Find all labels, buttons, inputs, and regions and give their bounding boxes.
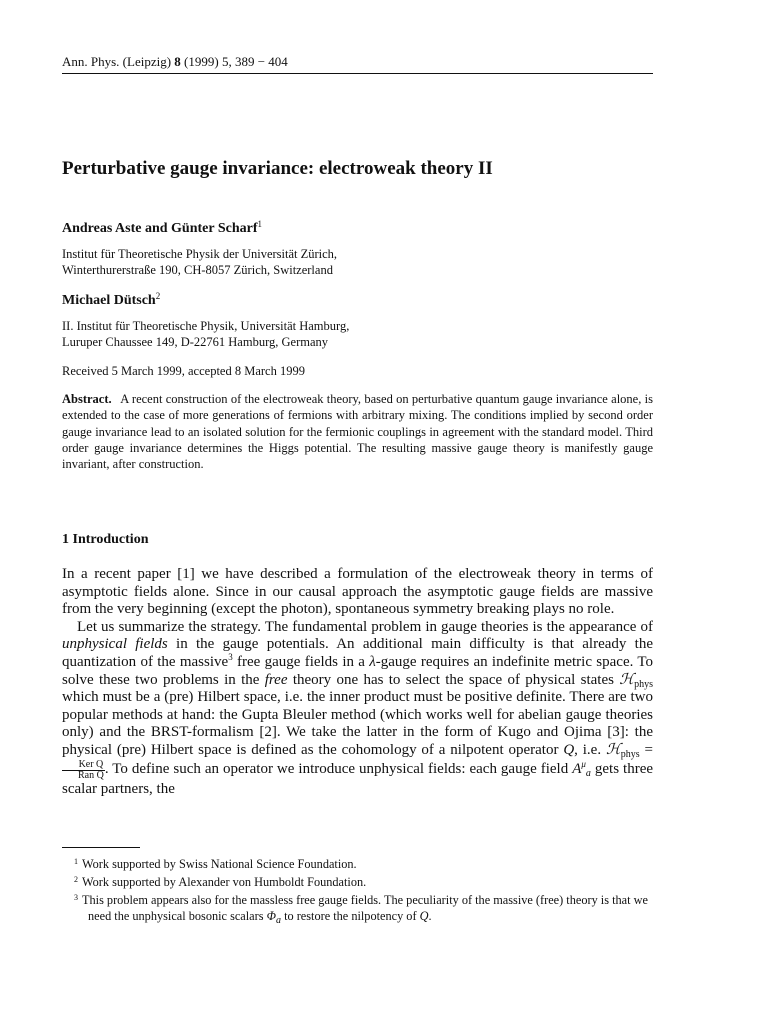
operator-q: Q xyxy=(563,741,575,758)
journal-name: Ann. Phys. (Leipzig) xyxy=(62,54,172,69)
author-names-1: Andreas Aste and Günter Scharf xyxy=(62,221,258,236)
phi-subscript: a xyxy=(275,915,281,926)
p2-text-a: Let us summarize the strategy. The fundamental problem in gauge theories is the appearance of xyxy=(77,618,653,635)
section-heading: 1 Introduction xyxy=(62,532,149,547)
hilbert-symbol-eq: ℋ xyxy=(605,741,621,758)
p2-emph-free: free xyxy=(264,671,288,688)
footnote-ref-3: 3 xyxy=(228,651,233,662)
author-footnote-mark-2: 2 xyxy=(155,291,161,301)
p2-text-c: free gauge fields in a xyxy=(236,653,365,670)
gauge-field-symbol: A xyxy=(572,760,582,777)
fraction-denominator: Ran Q xyxy=(78,769,104,781)
affiliation-1-line-2: Winterthurerstraße 190, CH-8057 Zürich, Switzerland xyxy=(62,263,333,277)
received-date: Received 5 March 1999, accepted 8 March 1999 xyxy=(62,364,305,378)
header-rule xyxy=(62,73,653,74)
journal-citation xyxy=(62,54,288,70)
footnotes xyxy=(62,854,653,924)
p2-text-i: gets three scalar partners, the xyxy=(62,760,654,797)
affiliation-2 xyxy=(62,318,349,350)
footnote-text-3a: This problem appears also for the massless free gauge fields. The peculiarity of the massive (free) theory is that we need the unphysical bosonic scalars xyxy=(82,893,648,923)
hilbert-subscript-eq: phys xyxy=(620,748,640,760)
footnote-mark-1: 1 xyxy=(74,857,78,866)
affiliation-2-line-1: II. Institut für Theoretische Physik, Universität Hamburg, xyxy=(62,319,350,333)
cohomology-fraction xyxy=(62,760,105,781)
footnote-mark-3: 3 xyxy=(74,893,78,902)
phi-symbol: Φ xyxy=(266,909,276,923)
abstract-label: Abstract. xyxy=(62,392,112,406)
paragraph-1: In a recent paper [1] we have described a formulation of the electroweak theory in terms of asymptotic fields alone. Since in our causal approach the asymptotic gauge fields are massive from the very beginning (except the photon), spontaneous symmetry breaking plays no role. xyxy=(62,566,653,618)
gauge-field-superscript: μ xyxy=(581,758,586,769)
author-line-1 xyxy=(62,219,262,237)
p2-text-h: . To define such an operator we introduce unphysical fields: each gauge field xyxy=(104,760,569,777)
affiliation-2-line-2: Luruper Chaussee 149, D-22761 Hamburg, Germany xyxy=(62,335,329,349)
p2-text-f: which must be a (pre) Hilbert space, i.e. the inner product must be positive definite. There are two popular methods at hand: the Gupta Bleuler method (which works well for abelian gauge theories only) and the BRST-formalism [2]. We take the latter in the form of Kugo and Ojima [3]: the physical (pre) Hilbert space is defined as the cohomology of a nilpotent operator xyxy=(62,689,653,758)
footnote-text-3b: to restore the nilpotency of xyxy=(284,909,417,923)
gauge-field-subscript: a xyxy=(585,767,591,779)
affiliation-1-line-1: Institut für Theoretische Physik der Universität Zürich, xyxy=(62,247,338,261)
journal-issue-pages: (1999) 5, 389 − 404 xyxy=(184,54,288,69)
equals-sign: = xyxy=(644,741,654,758)
footnote-rule xyxy=(62,847,140,848)
hilbert-subscript: phys xyxy=(634,678,654,690)
p2-text-e: theory one has to select the space of physical states xyxy=(292,671,614,688)
journal-volume: 8 xyxy=(174,54,181,69)
p2-text-b: in the gauge potentials. An additional main difficulty is that already the quantization of the massive xyxy=(62,636,653,670)
lambda-symbol: λ xyxy=(369,653,376,670)
affiliation-1 xyxy=(62,246,337,278)
paper-title: Perturbative gauge invariance: electroweak theory II xyxy=(62,158,493,179)
hilbert-symbol: ℋ xyxy=(619,671,635,688)
fraction-numerator: Ker Q xyxy=(62,760,105,771)
footnote-mark-2: 2 xyxy=(74,875,78,884)
author-footnote-mark-1: 1 xyxy=(257,219,263,229)
p2-text-g: , i.e. xyxy=(574,741,602,758)
section-body xyxy=(62,566,653,798)
abstract xyxy=(62,391,653,472)
footnote-1 xyxy=(62,854,653,872)
abstract-text: A recent construction of the electroweak theory, based on perturbative quantum gauge invariance alone, is extended to the case of more generations of fermions with arbitrary mixing. The conditions implied by second order gauge invariance lead to an isolated solution for the fermionic couplings in agreement with the standard model. Third order gauge invariance determines the Higgs potential. The resulting massive gauge theory is manifestly gauge invariant, after construction. xyxy=(62,392,653,472)
footnote-operator-q: Q xyxy=(419,909,429,923)
footnote-3 xyxy=(62,890,653,924)
author-names-2: Michael Dütsch xyxy=(62,293,156,308)
footnote-text-1: Work supported by Swiss National Science Foundation. xyxy=(82,857,357,871)
footnote-2 xyxy=(62,872,653,890)
author-line-2 xyxy=(62,291,160,309)
p2-text-d: -gauge requires an indefinite metric space. To solve these two problems in the xyxy=(62,653,654,688)
footnote-3-period: . xyxy=(428,909,432,923)
paragraph-2 xyxy=(62,619,653,798)
p2-emph-unphysical: unphysical fields xyxy=(62,636,168,653)
footnote-text-2: Work supported by Alexander von Humboldt Foundation. xyxy=(82,875,367,889)
